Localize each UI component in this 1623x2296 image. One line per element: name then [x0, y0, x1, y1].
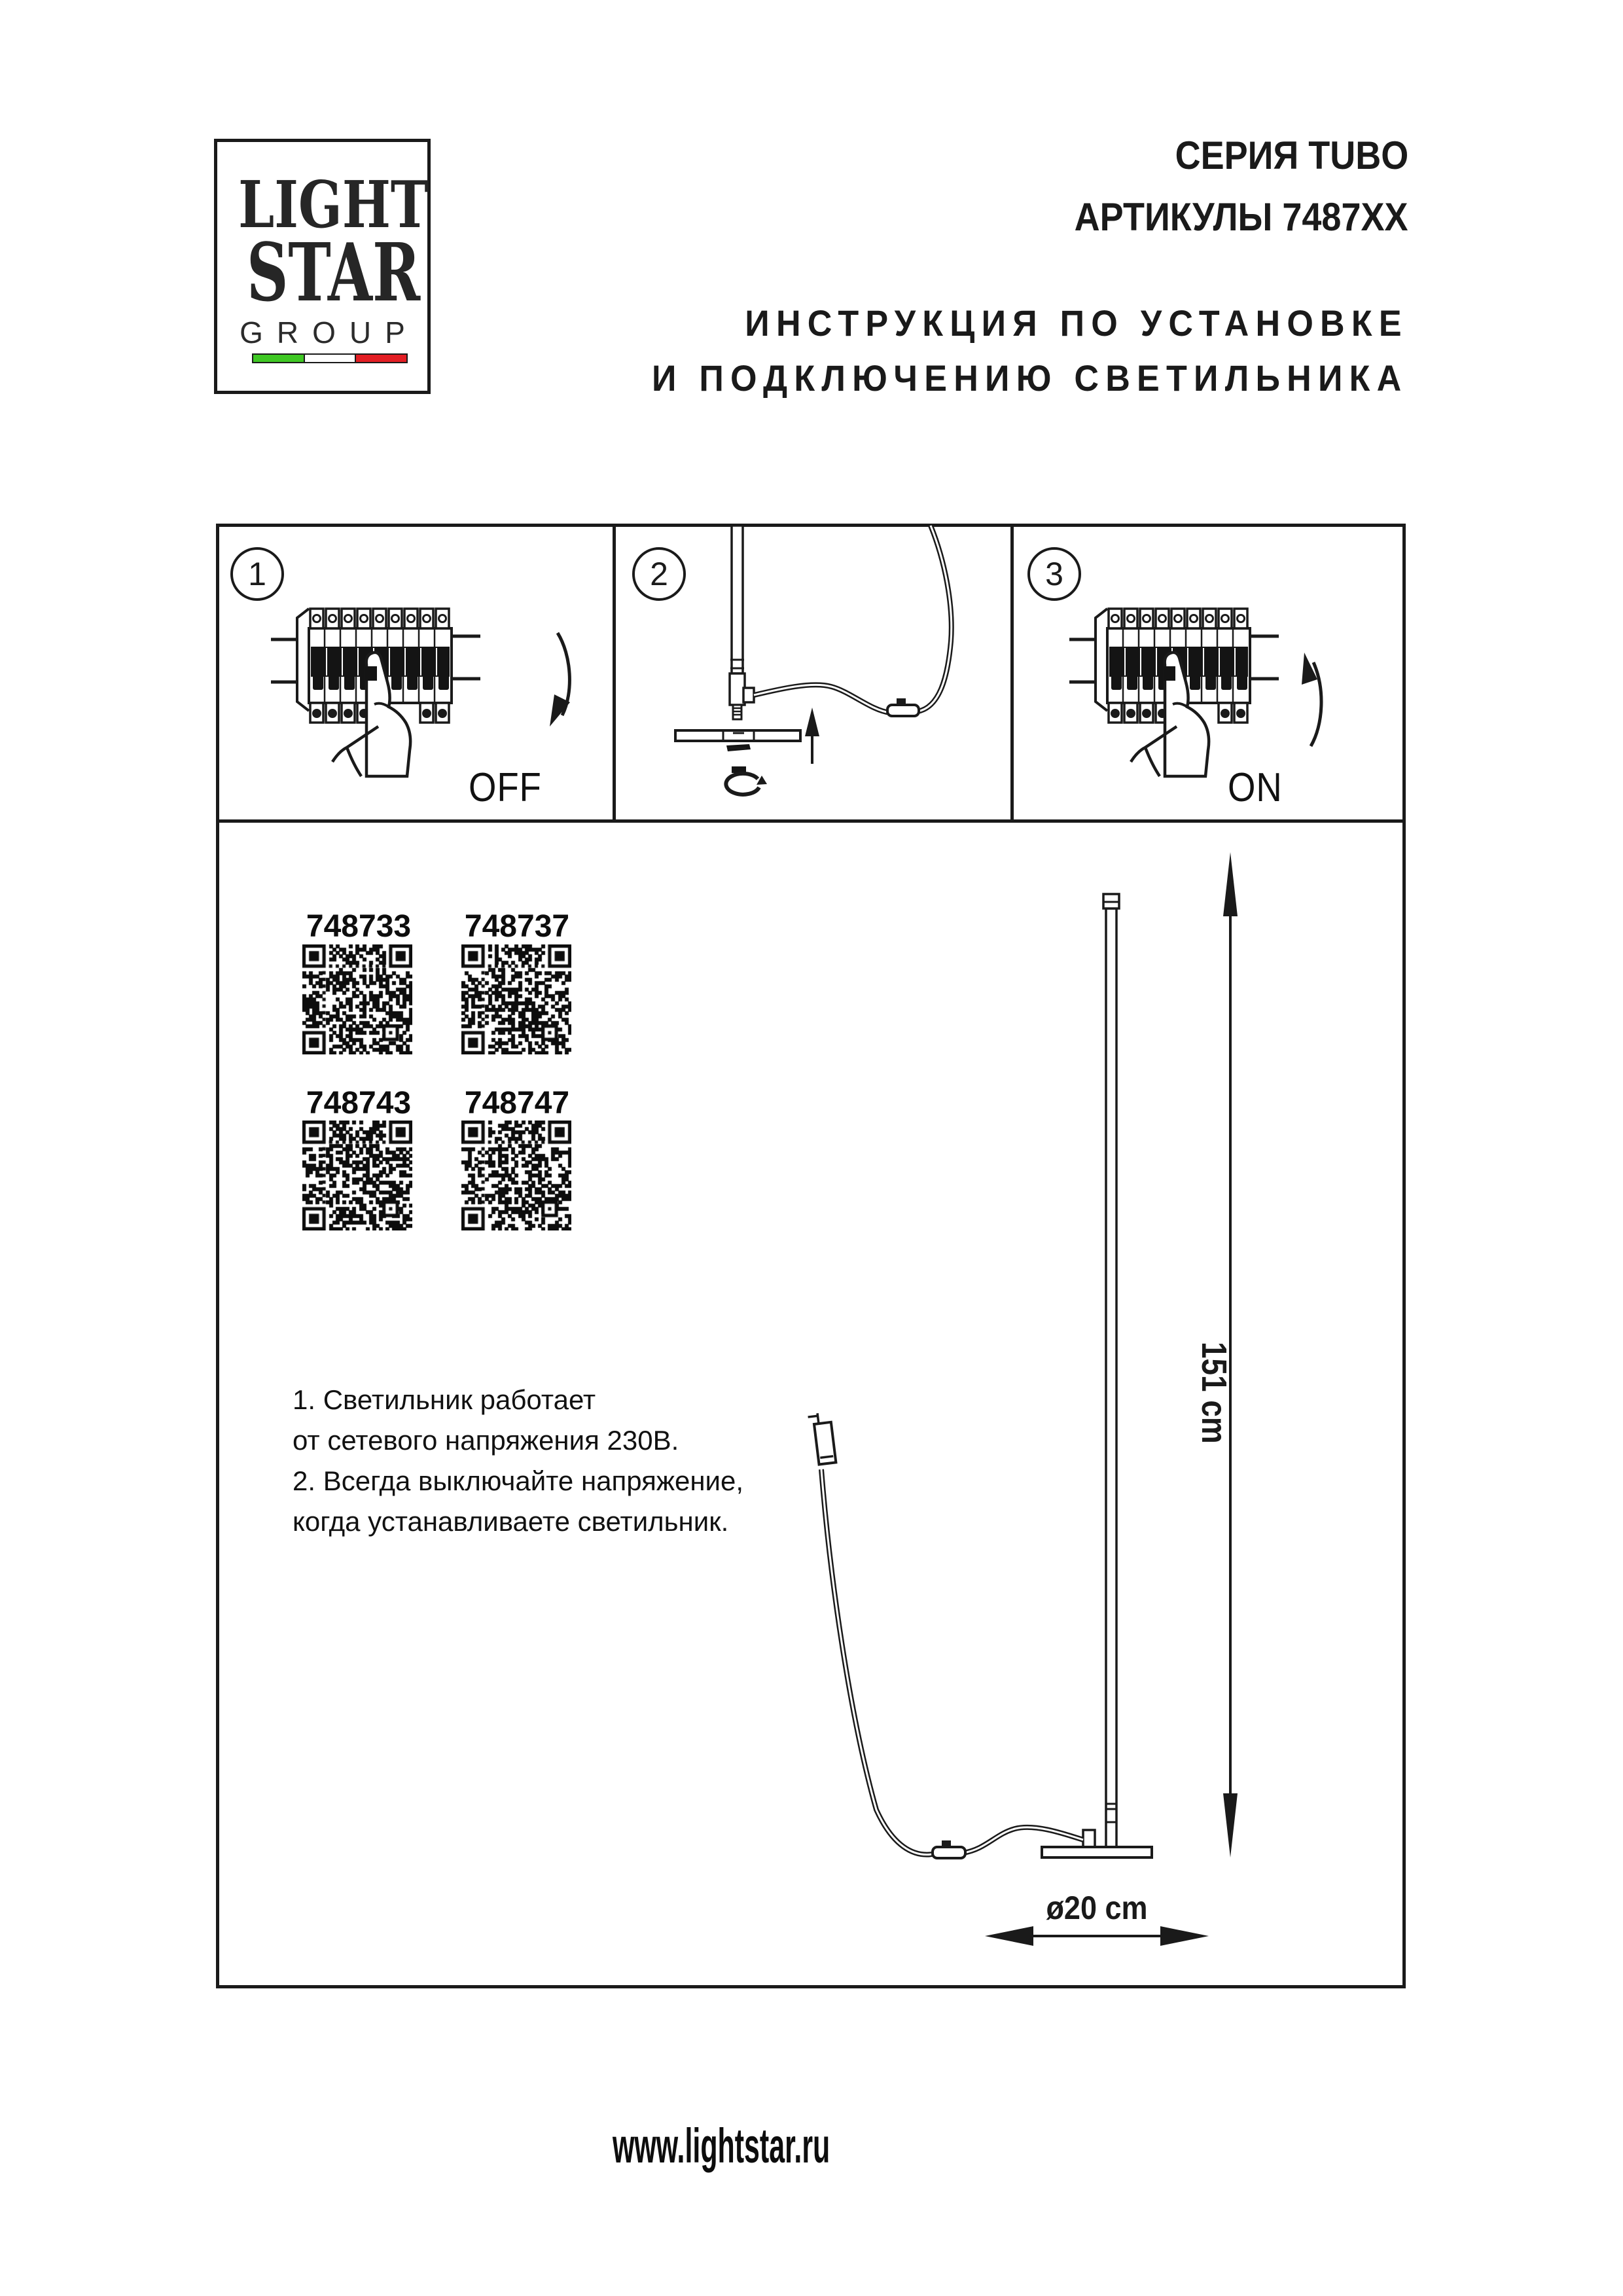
height-dimension-label: 151 cm: [1194, 1342, 1234, 1444]
instruction-title-line2: И ПОДКЛЮЧЕНИЮ СВЕТИЛЬНИКА: [652, 357, 1408, 399]
articles-title: АРТИКУЛЫ 7487ХХ: [1075, 195, 1408, 239]
flag-white-segment: [304, 355, 357, 362]
diameter-dimension-label: ø20 cm: [1046, 1890, 1148, 1926]
series-title: СЕРИЯ TUBO: [1175, 134, 1408, 177]
off-label: OFF: [469, 765, 542, 810]
step-2-number: 2: [650, 556, 668, 592]
website-url: www.lightstar.ru: [613, 2119, 830, 2173]
article-number-748737: 748737: [464, 909, 570, 944]
flag-green-segment: [253, 355, 304, 362]
breaker-on-illustration: [1011, 527, 1404, 818]
lightstar-logo: [214, 139, 431, 394]
pole-assembly-illustration: [615, 527, 1008, 818]
logo-word-group: GROUP: [240, 315, 419, 350]
logo-word-light: LIGHT: [238, 168, 429, 243]
italian-flag-bar: [252, 353, 408, 363]
note-line-2: от сетевого напряжения 230В.: [293, 1425, 679, 1456]
flag-red-segment: [356, 355, 406, 362]
breaker-off-illustration: [219, 527, 612, 818]
step-3-number: 3: [1045, 556, 1063, 592]
horizontal-divider: [216, 819, 1406, 823]
note-line-4: когда устанавливаете светильник.: [293, 1506, 729, 1537]
article-number-748743: 748743: [306, 1086, 412, 1121]
on-label: ON: [1228, 765, 1283, 810]
article-number-748747: 748747: [464, 1086, 570, 1121]
instruction-title-line1: ИНСТРУКЦИЯ ПО УСТАНОВКЕ: [745, 302, 1408, 344]
note-line-3: 2. Всегда выключайте напряжение,: [293, 1465, 744, 1496]
note-line-1: 1. Светильник работает: [293, 1384, 596, 1415]
article-number-748733: 748733: [306, 909, 412, 944]
logo-word-star: STAR: [246, 225, 421, 319]
step-1-number: 1: [248, 556, 266, 592]
